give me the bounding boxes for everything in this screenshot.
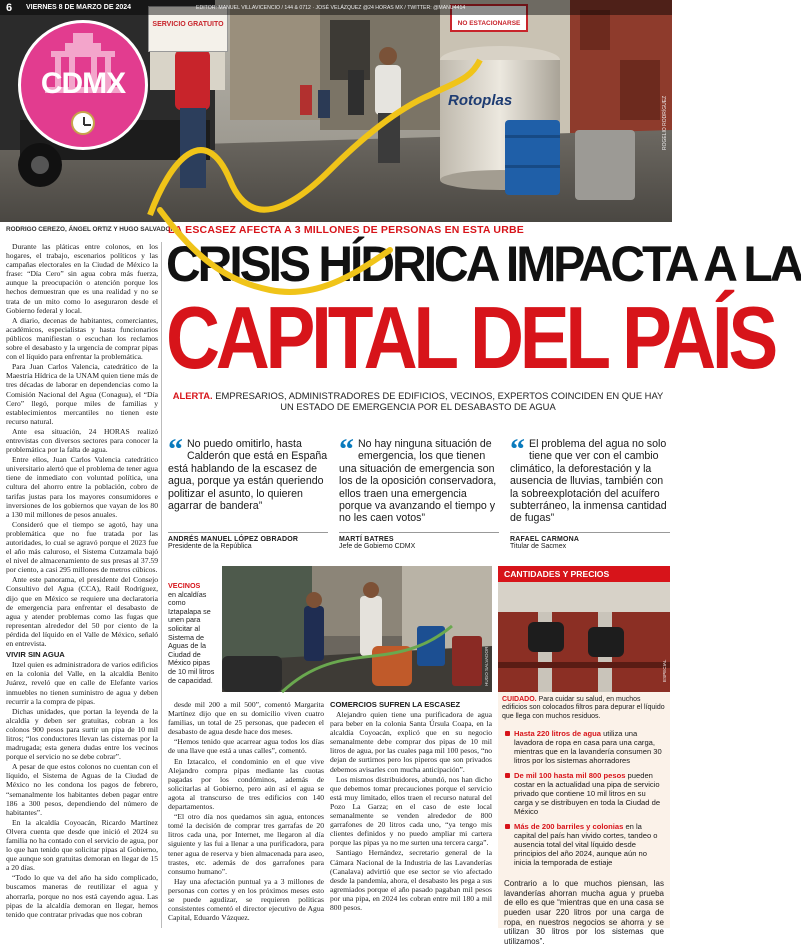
right-article-column [330, 710, 492, 926]
alert-text: EMPRESARIOS, ADMINISTRADORES DE EDIFICIOS, VECINOS, EXPERTOS COINCIDEN EN QUE HAY UN ESTADO DE EMERGENCIA POR EL DESABASTO DE AGUA [215, 390, 664, 412]
sidebar-photo-credit: ESPECIAL [662, 659, 667, 682]
quote-author-role: Presidente de la República [168, 543, 252, 550]
quote-author: MARTÍ BATRES [339, 536, 394, 543]
middle-article-column [168, 700, 324, 928]
left-article-column [6, 242, 158, 928]
quote-mark-icon: “ [339, 433, 354, 466]
quotes-row [168, 433, 670, 558]
sidebar-bullet-highlight: Más de 200 barriles y colonias [514, 822, 624, 832]
right-column-heading: COMERCIOS SUFREN LA ESCASEZ [330, 700, 461, 709]
paragraph: Ante esa situación, 24 HORAS realizó entrevistas con diversos sectores para conocer la problemática por la falta de agua. [6, 426, 158, 455]
middle-photo-credit: HUGO SALVADOR [484, 646, 489, 686]
neighbors-water-illustration [222, 566, 492, 692]
sidebar-caption [498, 692, 670, 727]
alert-deck [166, 390, 670, 412]
quote-text: “ No puedo omitirlo, hasta Calderón que está en España está hablando de la escasez de agua, porque ya están queriendo politizar el asunto, lo quieren agarrar de bandera” [168, 433, 328, 513]
sign-no-estacionarse: NO ESTACIONARSE [450, 4, 528, 32]
sidebar-caption-text: Para cuidar su salud, en muchos edificios son colocados filtros para depurar el líquido que llega con muchos residuos. [502, 696, 665, 720]
byline: RODRIGO CEREZO, ÁNGEL ORTIZ Y HUGO SALVADOR [6, 226, 176, 233]
paragraph: A diario, decenas de habitantes, comerciantes, académicos, especialistas y hasta funcionarios públicos manifiestan o escuchan los reclamos sobre el desabasto y la urgencia de comprar pipas con el líquido para enfrentar la problemática. [6, 315, 158, 362]
sidebar-bullet [504, 771, 664, 816]
sidebar-photo [498, 582, 670, 692]
paragraph: “Todo lo que va del año ha sido complicado, buscamos maneras de reutilizar el agua y ahorrarla, porque no nos está cayendo agua. Las pipas de la alcaldía demoran en llegar, hemos tenido que contratar privadas que nos cobran [6, 873, 158, 919]
quote-author-role: Titular de Sacmex [510, 543, 567, 550]
paragraph: Para Juan Carlos Valencia, catedrático de la Maestría Hídrica de la UNAM quien tiene más de tres décadas de laborar en dependencias como la Comisión Nacional del Agua (Conagua), el “Día Cero” llegó, porque miles de familias y establecimientos mercantiles no tienen este recurso natural. [6, 362, 158, 426]
quote-block [168, 433, 328, 558]
quote-mark-icon: “ [510, 433, 525, 466]
paragraph: Consideró que el tiempo se agotó, hay una problemática que no fue tratada por las autoridades, lo cual se agravó porque el 2023 fue el año más caluroso, el Sistema Cutzamala bajó el nivel de almacenamiento de sus presas al 37.59 por ciento, a casi 295 millones de metros cúbicos. [6, 519, 158, 575]
paragraph: “El otro día nos quedamos sin agua, entonces tomé la decisión de comprar tres garrafas de 20 litros cada una, por Internet, me llegaron al día siguiente y las fui a llenar a una purificadora, para tener agua de reserva y bien almacenada para aseo, trastes, etc. además de dos garrafones para consumo humano”. [168, 812, 324, 876]
paragraph: A pesar de que estos colonos no cuentan con el líquido, el Sistema de Aguas de la Ciudad de México no les condona los pagos de febrero, “semanalmente los habitantes deben pagar entre 186 a 300 pesos, dependiendo del número de habitantes”. [6, 762, 158, 817]
cdmx-section-logo [18, 20, 148, 150]
sidebar-bullet-text: pueden costar en la actualidad una pipa de servicio privado que contiene 10 mil litros en su carga y se distribuyen en toda la Ciudad de México [514, 771, 661, 817]
sidebar-bullet-highlight: De mil 100 hasta mil 800 pesos [514, 771, 626, 781]
paragraph: “Hemos tenido que acarrear agua todos los días de una llave que está a unas calles”, comentó. [168, 737, 324, 756]
sidebar-caption-label: CUIDADO. [502, 696, 537, 703]
sidebar-closing: Contrario a lo que muchos piensan, las lavanderías ahorran mucha agua y prueba de ello es que “mientras que en una casa se pueden usar 220 litros por una carga de ropa, en nuestros negocios se ahorra y se utilizan 30 litros por los sistemas que utilizamos”. [504, 879, 664, 946]
paragraph: Dichas unidades, que portan la leyenda de la alcaldía y deben ser gratuitas, cobran a los colonos 900 pesos para surtir un pipa de 10 mil litros; “los conductores llevan las cisternas por la madrugada; esta genera dudas entre los vecinos porque el servicio no se debe cobrar”. [6, 706, 158, 762]
sidebar-box [498, 566, 670, 946]
sidebar-bullet [504, 822, 664, 867]
kicker: LA ESCASEZ AFECTA A 3 MILLONES DE PERSONAS EN ESTA URBE [168, 224, 524, 236]
hose-overlay [160, 210, 801, 380]
paragraph: Itzel quien es administradora de varios edificios en la colonia del Valle, en la alcaldía Benito Juárez, reveló que en calle de Elefante varios inmuebles no tienen suministro de agua y deben recurrir a la compra de pipas. [6, 660, 158, 706]
quote-text: “ El problema del agua no solo tiene que ver con el cambio climático, la deforestación y la ausencia de lluvias, también con la sobreexplotación del acuífero subterráneo, la inmensa cantidad de fugas” [510, 433, 667, 525]
quote-block [339, 433, 499, 558]
paragraph: desde mil 200 a mil 500”, comentó Margarita Martínez dijo que en su domicilio viven cuatro familias, un total de 25 personas, que padecen el desabasto de agua desde hace dos meses. [168, 700, 324, 737]
paragraph: Santiago Hernández, secretario general de la Cámara Nacional de la Industria de las Lavanderías (Canalava) advirtió que ese sector se vio afectado desde la pandemia, ahora, el desabasto les pega a sus agremiados porque el año pasado pagaban mil pesos por una pipa, en 2024 les cobran entre mil 180 a mil 800 pesos. [330, 848, 492, 912]
sign-servicio-gratuito: SERVICIO GRATUITO [148, 6, 228, 52]
photo-caption-text: en alcaldías como Iztapalapa se unen para solicitar al Sistema de Aguas de la Ciudad de México pipas de 10 mil litros de capacidad. [168, 589, 215, 685]
sidebar-bullet-list [498, 727, 670, 867]
quote-text: “ No hay ninguna situación de emergencia, los que tienen una situación de emergencia son los de la oposición conservadora, ellos traen una emergencia porque va avanzando el tiempo y no les caen votos” [339, 433, 497, 525]
subheading: VIVIR SIN AGUA [6, 650, 65, 660]
sidebar-bullet-highlight: Hasta 220 litros de agua [514, 729, 601, 739]
paragraph: Los mismos distribuidores, abundó, nos han dicho que debemos tomar precauciones porque el servicio está muy limitado, ellos traen el recurso natural del Pozo La Garza; en el caso de este local semanalmente se venden alrededor de 800 garrafones de 20 litros cada uno, “ya tengo mis clientes definidos y no puedo ampliar mi cartera porque las pipas ya no me surten una tercera carga”. [330, 774, 492, 848]
paragraph: En la alcaldía Coyoacán, Ricardo Martínez Olvera cuenta que desde que inició el 2024 su familia no ha contado con el servicio de agua, por lo que han tenido que solicitar pipas al Gobierno, que aunque son gratuitas demoran en llegar de 15 a 20 días. [6, 817, 158, 873]
header-credits: EDITOR: MANUEL VILLAVICENCIO / 144 & 0712 · JOSÉ VELÁZQUEZ @24 HORAS MX / TWITTER: @MANU4414 [196, 5, 466, 11]
clock-icon [71, 111, 95, 135]
quote-author: RAFAEL CARMONA [510, 536, 580, 543]
middle-photo [222, 566, 492, 692]
cdmx-logo-text: CDMX [40, 67, 126, 100]
page-number: 6 [6, 2, 13, 14]
header-date: VIERNES 8 DE MARZO DE 2024 [26, 4, 132, 11]
tank-brand-label: Rotoplas [448, 92, 513, 109]
quote-block [510, 433, 670, 558]
water-filter-illustration [498, 582, 670, 692]
paragraph: Hay una afectación puntual ya a 3 millones de personas con cortes y en los próximos meses esto se puede agudizar, se requieren políticas consistentes comentó el director ejecutivo de Agua Capital, Eduardo Vázquez. [168, 876, 324, 923]
sidebar-bullet-text: en la capital del país han vivido cortes, tandeo o ausencia total del vital líquido desde principios del año 2024, aunque aún no inicia la temporada de estiaje [514, 822, 658, 868]
alert-label: ALERTA. [172, 390, 213, 401]
quote-author-role: Jefe de Gobierno CDMX [339, 543, 416, 550]
paragraph: Entre ellos, Juan Carlos Valencia catedrático universitario alertó que el problema de tener agua tiene de inmediato con voluntad política, una cultura del ahorro entre la población, cobro de tarifas justas para los mayores consumidores e inversiones de los gobiernos que vayan de los 80 a 130 mil millones de pesos anuales. [6, 455, 158, 519]
sidebar-bullet [504, 729, 664, 765]
quote-author: ANDRÉS MANUEL LÓPEZ OBRADOR [168, 536, 299, 543]
photo-caption [168, 582, 218, 685]
paragraph: Ante este panorama, el presidente del Consejo Consultivo del Agua (CCA), Raúl Rodríguez, dijo que en México se requiere una declaratoria de emergencia para enfrentar el desabasto de agua y atender problemas como las fugas que representan alrededor del 50 por ciento de la pérdida del líquido en el Valle de México, señaló en entrevista. [6, 575, 158, 649]
top-photo-credit: ROGELIO RODRÍGUEZ [662, 95, 668, 150]
paragraph: En Iztacalco, el condominio en el que vive Alejandro compra pipas mediante las cuotas pagadas por los condóminos, además de solicitarlas al Gobierno, pero aún así el agua se agota al transcurso de tres edificios con 140 departamentos. [168, 756, 324, 812]
column-divider [161, 242, 162, 928]
paragraph: Alejandro quien tiene una purificadora de agua para beber en la colonia Santa Úrsula Coapa, en la alcaldía Coyoacán, explicó que en su negocio semanalmente debe comprar dos pipas de 10 mil litros de agua, por las cuales paga mil 100 pesos, “no dejan de surtirnos pero los piperos que son privados debemos avisarles con mucha anticipación”. [330, 710, 492, 774]
right-column-box [330, 700, 492, 928]
sidebar-title: CANTIDADES Y PRECIOS [498, 566, 670, 582]
photo-caption-label: VECINOS [168, 581, 201, 590]
headline-line-2: CAPITAL DEL PAÍS [166, 288, 775, 387]
sidebar-bullet-text: utiliza una lavadora de ropa en casa para una carga, mientras que en la lavandería consumen 30 litros por los sistemas ahorradores [514, 729, 662, 766]
headline-line-1: CRISIS HÍDRICA IMPACTA A LA [166, 236, 801, 293]
paragraph: Durante las pláticas entre colonos, en los hogares, el trabajo, escenarios políticos y las campañas electorales en la Ciudad de México la frase: “Día Cero” sin agua cobra más fuerza, aunque la preocupación o atención porque los hechos demuestran que es una realidad y no se trata de un mito como lo aseguraron desde el Gobierno federal y local. [6, 242, 158, 315]
quote-mark-icon: “ [168, 433, 183, 466]
